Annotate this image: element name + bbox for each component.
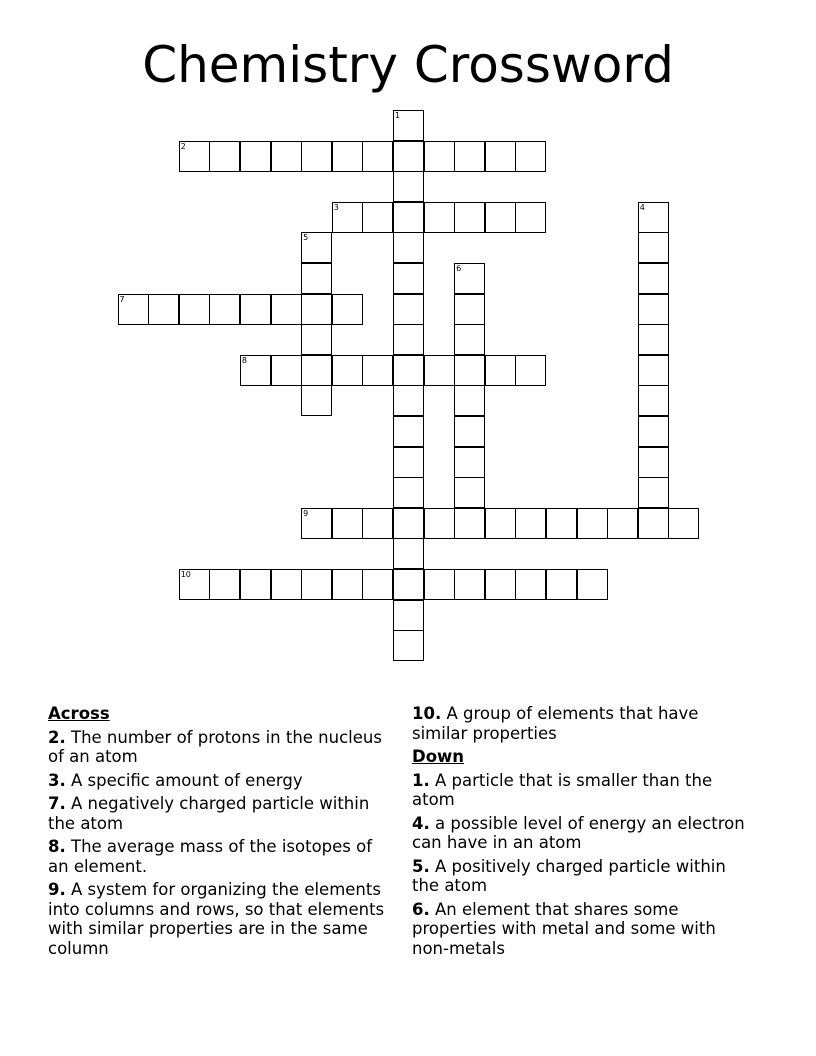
crossword-cell[interactable]: [393, 477, 424, 508]
crossword-cell[interactable]: [638, 202, 669, 233]
crossword-cell[interactable]: [393, 630, 424, 661]
crossword-cell[interactable]: [301, 508, 332, 539]
crossword-cell[interactable]: [454, 141, 485, 172]
crossword-cell[interactable]: [638, 508, 669, 539]
clue-text: A negatively charged particle within the atom: [48, 794, 370, 833]
crossword-cell[interactable]: [301, 232, 332, 263]
clues-left-column: [48, 704, 393, 962]
crossword-cell[interactable]: [209, 141, 240, 172]
clue-across-9: [48, 880, 393, 958]
crossword-cell[interactable]: [454, 477, 485, 508]
crossword-cell[interactable]: [362, 508, 393, 539]
clue-number: 6.: [412, 899, 430, 919]
crossword-cell[interactable]: [301, 385, 332, 416]
cell-number: 4: [639, 202, 645, 212]
crossword-cell[interactable]: [454, 385, 485, 416]
crossword-cell[interactable]: [454, 447, 485, 478]
cell-number: 1: [394, 111, 400, 120]
clue-number: 9.: [48, 880, 66, 899]
crossword-cell[interactable]: [515, 569, 546, 600]
clue-number: 8.: [48, 837, 66, 856]
crossword-cell[interactable]: [393, 569, 424, 600]
crossword-cell[interactable]: [118, 294, 149, 325]
crossword-cell[interactable]: [424, 202, 455, 233]
crossword-cell[interactable]: [515, 508, 546, 539]
crossword-cell[interactable]: [301, 324, 332, 355]
crossword-cell[interactable]: [454, 294, 485, 325]
cell-number: 8: [241, 355, 247, 365]
clue-text: A specific amount of energy: [71, 770, 303, 790]
crossword-cell[interactable]: [332, 355, 363, 386]
crossword-cell[interactable]: [515, 355, 546, 386]
crossword-cell[interactable]: [301, 355, 332, 386]
clue-text: The average mass of the isotopes of an element.: [48, 837, 373, 876]
crossword-cell[interactable]: [668, 508, 699, 539]
crossword-cell[interactable]: [362, 569, 393, 600]
cell-number: 2: [180, 141, 186, 151]
clue-number: 7.: [48, 794, 66, 813]
crossword-cell[interactable]: [332, 569, 363, 600]
crossword-cell[interactable]: [393, 385, 424, 416]
crossword-cell[interactable]: [424, 569, 455, 600]
clue-across-8: [48, 837, 393, 876]
crossword-cell[interactable]: [577, 508, 608, 539]
cell-number: 3: [333, 202, 339, 212]
crossword-cell[interactable]: [301, 141, 332, 172]
crossword-cell[interactable]: [393, 447, 424, 478]
clue-text: A particle that is smaller than the atom: [412, 770, 713, 809]
clue-down-6: [412, 900, 757, 959]
down-heading: Down: [412, 747, 465, 766]
crossword-cell[interactable]: [148, 294, 179, 325]
crossword-cell[interactable]: [393, 416, 424, 447]
crossword-cell[interactable]: [515, 141, 546, 172]
crossword-cell[interactable]: [393, 171, 424, 202]
crossword-cell[interactable]: [301, 294, 332, 325]
crossword-cell[interactable]: [393, 141, 424, 172]
crossword-cell[interactable]: [332, 508, 363, 539]
crossword-cell[interactable]: [271, 569, 302, 600]
crossword-cell[interactable]: [424, 141, 455, 172]
crossword-cell[interactable]: [240, 355, 271, 386]
crossword-cell[interactable]: [485, 202, 516, 233]
clue-number: 4.: [412, 813, 430, 833]
clues-right-column: [412, 704, 757, 962]
cell-number: 10: [180, 570, 191, 579]
crossword-cell[interactable]: [362, 141, 393, 172]
crossword-cell[interactable]: [638, 294, 669, 325]
cell-number: 9: [303, 508, 309, 518]
clue-number: 10.: [412, 704, 442, 723]
crossword-cell[interactable]: [485, 355, 516, 386]
crossword-cell[interactable]: [638, 416, 669, 447]
crossword-cell[interactable]: [240, 294, 271, 325]
crossword-cell[interactable]: [638, 232, 669, 263]
crossword-cell[interactable]: [393, 232, 424, 263]
crossword-cell[interactable]: [240, 141, 271, 172]
clue-across-2: [48, 728, 393, 767]
crossword-cell[interactable]: [362, 202, 393, 233]
crossword-cell[interactable]: [638, 263, 669, 294]
crossword-cell[interactable]: [179, 141, 210, 172]
clue-across-3: [48, 771, 393, 791]
crossword-cell[interactable]: [454, 202, 485, 233]
clue-number: 1.: [412, 770, 430, 790]
clue-text: The number of protons in the nucleus of an atom: [48, 727, 382, 766]
crossword-cell[interactable]: [638, 355, 669, 386]
crossword-cell[interactable]: [393, 263, 424, 294]
crossword-cell[interactable]: [209, 294, 240, 325]
clue-down-1: [412, 771, 757, 810]
page-title: Chemistry Crossword: [142, 36, 674, 94]
crossword-cell[interactable]: [393, 600, 424, 631]
clue-across-10: [412, 704, 757, 743]
crossword-cell[interactable]: [301, 263, 332, 294]
clue-text: A group of elements that have similar properties: [412, 704, 699, 743]
crossword-cell[interactable]: [393, 538, 424, 569]
crossword-cell[interactable]: [546, 569, 577, 600]
crossword-cell[interactable]: [485, 508, 516, 539]
crossword-cell[interactable]: [577, 569, 608, 600]
crossword-cell[interactable]: [454, 324, 485, 355]
crossword-cell[interactable]: [271, 355, 302, 386]
crossword-cell[interactable]: [240, 569, 271, 600]
crossword-cell[interactable]: [424, 355, 455, 386]
crossword-cell[interactable]: [393, 508, 424, 539]
crossword-cell[interactable]: [271, 141, 302, 172]
crossword-cell[interactable]: [454, 416, 485, 447]
crossword-cell[interactable]: [393, 202, 424, 233]
cell-number: 6: [456, 264, 462, 273]
clue-text: a possible level of energy an electron can have in an atom: [412, 813, 745, 852]
crossword-cell[interactable]: [638, 385, 669, 416]
across-heading: Across: [48, 704, 110, 723]
crossword-cell[interactable]: [638, 477, 669, 508]
crossword-cell[interactable]: [638, 447, 669, 478]
crossword-cell[interactable]: [607, 508, 638, 539]
crossword-cell[interactable]: [332, 202, 363, 233]
crossword-cell[interactable]: [393, 110, 424, 141]
crossword-cell[interactable]: [454, 263, 485, 294]
crossword-cell[interactable]: [393, 294, 424, 325]
clue-text: A system for organizing the elements into columns and rows, so that elements with similar properties are in the same column: [48, 880, 385, 958]
crossword-cell[interactable]: [638, 324, 669, 355]
clue-across-7: [48, 794, 393, 833]
crossword-cell[interactable]: [515, 202, 546, 233]
crossword-cell[interactable]: [362, 355, 393, 386]
cell-number: 5: [303, 233, 309, 243]
crossword-cell[interactable]: [454, 569, 485, 600]
crossword-cell[interactable]: [393, 355, 424, 386]
crossword-cell[interactable]: [209, 569, 240, 600]
crossword-cell[interactable]: [332, 294, 363, 325]
crossword-cell[interactable]: [332, 141, 363, 172]
crossword-cell[interactable]: [179, 569, 210, 600]
clue-down-5: [412, 857, 757, 896]
clue-number: 3.: [48, 770, 66, 790]
clue-text: A positively charged particle within the atom: [412, 856, 726, 895]
clue-number: 5.: [412, 856, 430, 876]
clue-number: 2.: [48, 727, 66, 747]
cell-number: 7: [119, 294, 125, 304]
clue-down-4: [412, 814, 757, 853]
crossword-cell[interactable]: [424, 508, 455, 539]
clue-text: An element that shares some properties with metal and some with non-metals: [412, 899, 716, 958]
crossword-cell[interactable]: [546, 508, 577, 539]
crossword-cell[interactable]: [179, 294, 210, 325]
crossword-cell[interactable]: [393, 324, 424, 355]
crossword-cell[interactable]: [454, 355, 485, 386]
crossword-cell[interactable]: [271, 294, 302, 325]
crossword-cell[interactable]: [301, 569, 332, 600]
crossword-cell[interactable]: [485, 569, 516, 600]
crossword-cell[interactable]: [454, 508, 485, 539]
crossword-cell[interactable]: [485, 141, 516, 172]
